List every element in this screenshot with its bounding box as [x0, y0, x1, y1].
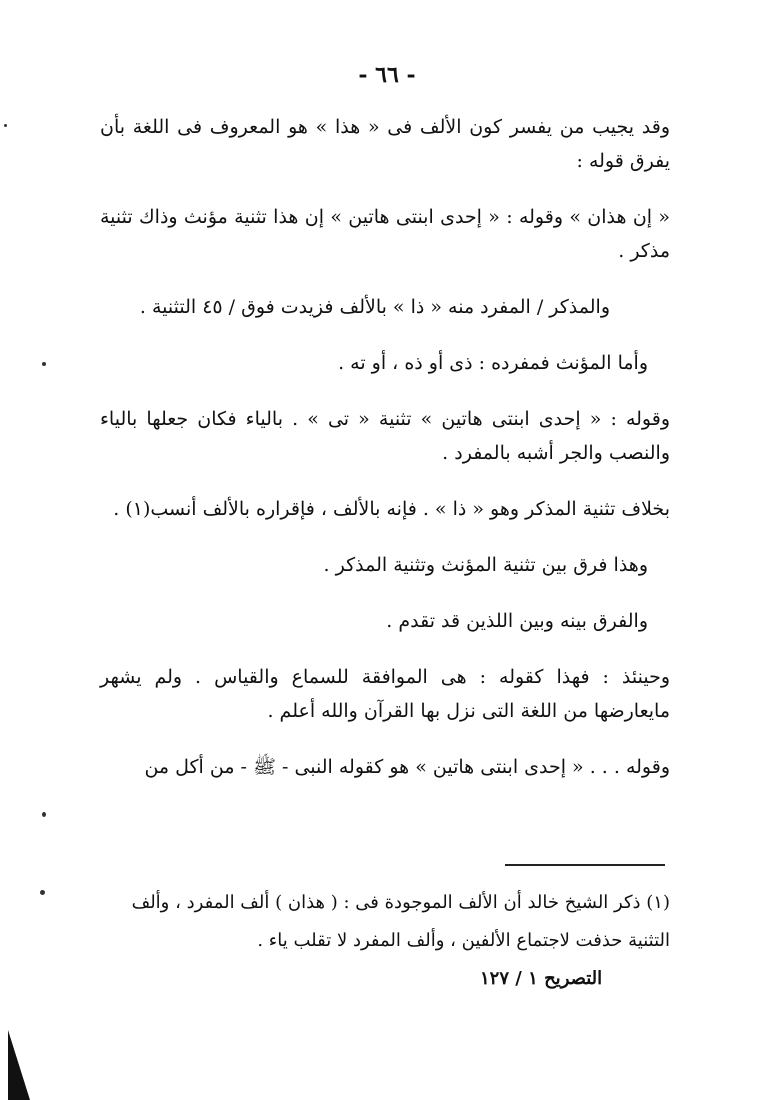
body-text [100, 110, 670, 798]
paragraph-1: وقد يجيب من يفسر كون الألف فى « هذا » هو المعروف فى اللغة بأن يفرق قوله : [100, 116, 670, 172]
footnote-reference: التصريح ١ / ١٢٧ [480, 968, 603, 989]
paragraph-4: وأما المؤنث فمفرده : ذى أو ذه ، أو ته . [338, 352, 648, 374]
scan-speck [40, 890, 45, 895]
footnote-divider [505, 864, 665, 866]
paragraph-2: « إن هذان » وقوله : « إحدى ابنتى هاتين » إن هذا تثنية مؤنث وذاك تثنية مذكر . [100, 206, 670, 262]
footnote-text: (١) ذكر الشيخ خالد أن الألف الموجودة فى : ( هذان ) ألف المفرد ، وألف التثنية حذفت لاجتماع الألفين ، وألف المفرد لا تقلب ياء . [131, 892, 670, 951]
paragraph-8: والفرق بينه وبين اللذين قد تقدم . [386, 610, 648, 632]
paragraph-7: وهذا فرق بين تثنية المؤنث وتثنية المذكر . [323, 554, 648, 576]
page-number: - ٦٦ - [358, 62, 416, 88]
paragraph-6: بخلاف تثنية المذكر وهو « ذا » . فإنه بالألف ، فإقراره بالألف أنسب(١) . [113, 498, 670, 520]
footnote [100, 884, 670, 998]
scan-edge-mark [8, 1030, 30, 1100]
scan-speck [4, 124, 7, 127]
paragraph-9: وحينئذ : فهذا كقوله : هى الموافقة للسماع والقياس . ولم يشهر مايعارضها من اللغة التى نزل بها القرآن والله أعلم . [100, 666, 670, 722]
paragraph-3: والمذكر / المفرد منه « ذا » بالألف فزيدت فوق / ٤٥ التثنية . [139, 296, 610, 318]
paragraph-5: وقوله : « إحدى ابنتى هاتين » تثنية « تى » . بالياء فكان جعلها بالياء والنصب والجر أشبه بالمفرد . [100, 408, 670, 464]
scan-speck [42, 812, 46, 817]
scan-speck [42, 362, 46, 366]
paragraph-10: وقوله . . . « إحدى ابنتى هاتين » هو كقوله النبى - ﷺ - من أكل من [144, 756, 670, 778]
